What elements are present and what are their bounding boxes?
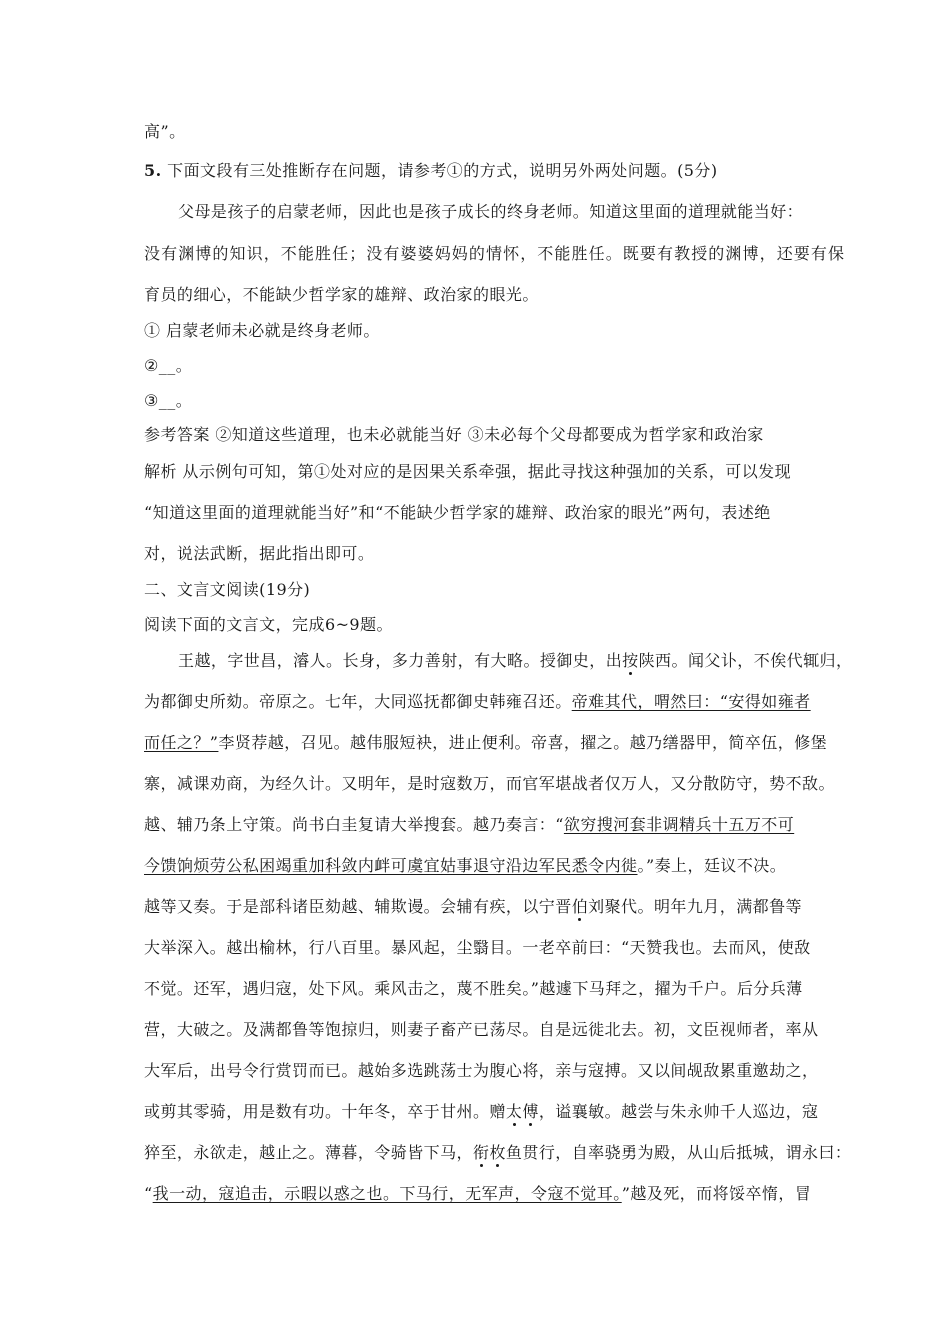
question-number: 5. [144,161,162,180]
classical-text-line: 营，大破之。及满都鲁等饱掠归，则妻子畜产已荡尽。自是远徙北去。初，文臣视师者，率从 [144,1020,819,1039]
emphasis-dot-char: 傅 [522,1102,539,1121]
classical-text-line: 王越，字世昌，濬人。长身，多力善射，有大略。授御史，出按陕西。闻父讣，不俟代辄归， [178,651,853,670]
item-1: ① 启蒙老师未必就是终身老师。 [144,321,380,340]
question-text: 下面文段有三处推断存在问题，请参考①的方式，说明另外两处问题。(5分) [161,161,718,180]
classical-text-line: 越等又奏。于是部科诸臣劾越、辅欺谩。会辅有疾，以宁晋伯刘聚代。明年九月，满都鲁等 [144,897,803,916]
classical-text-line: 为都御史所劾。帝原之。七年，大同巡抚都御史韩雍召还。帝难其代，喟然曰：“安得如雍者 [144,692,811,711]
underlined-sentence: 我一动，寇追击，示暇以惑之也。下马行，无军声，令寇不觉耳。 [152,1184,622,1203]
analysis-line: “知道这里面的道理就能当好”和“不能缺少哲学家的雄辩、政治家的眼光”两句，表述绝 [144,503,771,522]
classical-text-line: 寨，减课劝商，为经久计。又明年，是时寇数万，而官军堪战者仅万人，又分散防守，势不敌。 [144,774,835,793]
classical-text-line: 今馈饷烦劳公私困竭重加科敛内衅可虞宜姑事退守沿边军民悉令内徙。”奏上，廷议不决。 [144,856,787,875]
item-3-blank: ③__。 [144,391,193,410]
underlined-passage: 今馈饷烦劳公私困竭重加科敛内衅可虞宜姑事退守沿边军民悉令内徙 [144,856,638,875]
classical-text-line: 大军后，出号令行赏罚而已。越始多选跳荡士为腹心将，亲与寇搏。又以间觇敌累重邀劫之， [144,1061,819,1080]
passage-line: 育员的细心，不能缺少哲学家的雄辩、政治家的眼光。 [144,285,539,304]
emphasis-dot-char: 按 [622,651,639,670]
analysis-line: 对，说法武断，据此指出即可。 [144,544,375,563]
underlined-sentence: 而任之？” [144,733,219,752]
emphasis-dot-char: 枚 [489,1143,506,1162]
underlined-sentence: 帝难其代，喟然曰：“安得如雍者 [571,692,811,711]
passage-line: 没有渊博的知识，不能胜任；没有婆婆妈妈的情怀，不能胜任。既要有教授的渊博，还要有保 [144,244,846,263]
emphasis-dot-char: 衔 [473,1143,490,1162]
classical-text-line: 越、辅乃条上守策。尚书白圭复请大举搜套。越乃奏言：“欲穷搜河套非调精兵十五万不可 [144,815,795,834]
emphasis-dot-char: 太 [505,1102,523,1121]
emphasis-dot-char: 伯 [571,897,589,916]
underlined-passage: 欲穷搜河套非调精兵十五万不可 [563,815,795,834]
classical-text-line: 不觉。还军，遇归寇，处下风。乘风击之，蔑不胜矣。”越遽下马拜之，擢为千户。后分兵薄 [144,979,803,998]
passage-line: 父母是孩子的启蒙老师，因此也是孩子成长的终身老师。知道这里面的道理就能当好： [178,202,804,221]
classical-text-line: “我一动，寇追击，示暇以惑之也。下马行，无军声，令寇不觉耳。”越及死，而将馁卒惰，冒 [144,1184,812,1203]
question-5-prompt [144,161,814,181]
analysis-line: 解析 从示例句可知，第①处对应的是因果关系牵强，据此寻找这种强加的关系，可以发现 [144,462,792,481]
classical-text-line: 大举深入。越出榆林，行八百里。暴风起，尘翳目。一老卒前曰：“天赞我也。去而风，使敌 [144,938,811,957]
section-instruction: 阅读下面的文言文，完成6~9题。 [144,615,393,634]
classical-text-line: 而任之？”李贤荐越，召见。越伟服短袂，进止便利。帝喜，擢之。越乃缮器甲，简卒伍，修堡 [144,733,828,752]
classical-text-line: 或剪其零骑，用是数有功。十年冬，卒于甘州。赠太傅，谥襄敏。越尝与朱永帅千人巡边，寇 [144,1102,819,1121]
item-2-blank: ②__。 [144,356,193,375]
reference-answer: 参考答案 ②知道这些道理，也未必就能当好 ③未必每个父母都要成为哲学家和政治家 [144,425,764,444]
classical-text-line: 猝至，永欲走，越止之。薄暮，令骑皆下马，衔枚鱼贯行，自率骁勇为殿，从山后抵城，谓永曰： [144,1143,852,1162]
text-line: 高”。 [144,122,186,141]
section-heading: 二、文言文阅读(19分) [144,580,311,599]
